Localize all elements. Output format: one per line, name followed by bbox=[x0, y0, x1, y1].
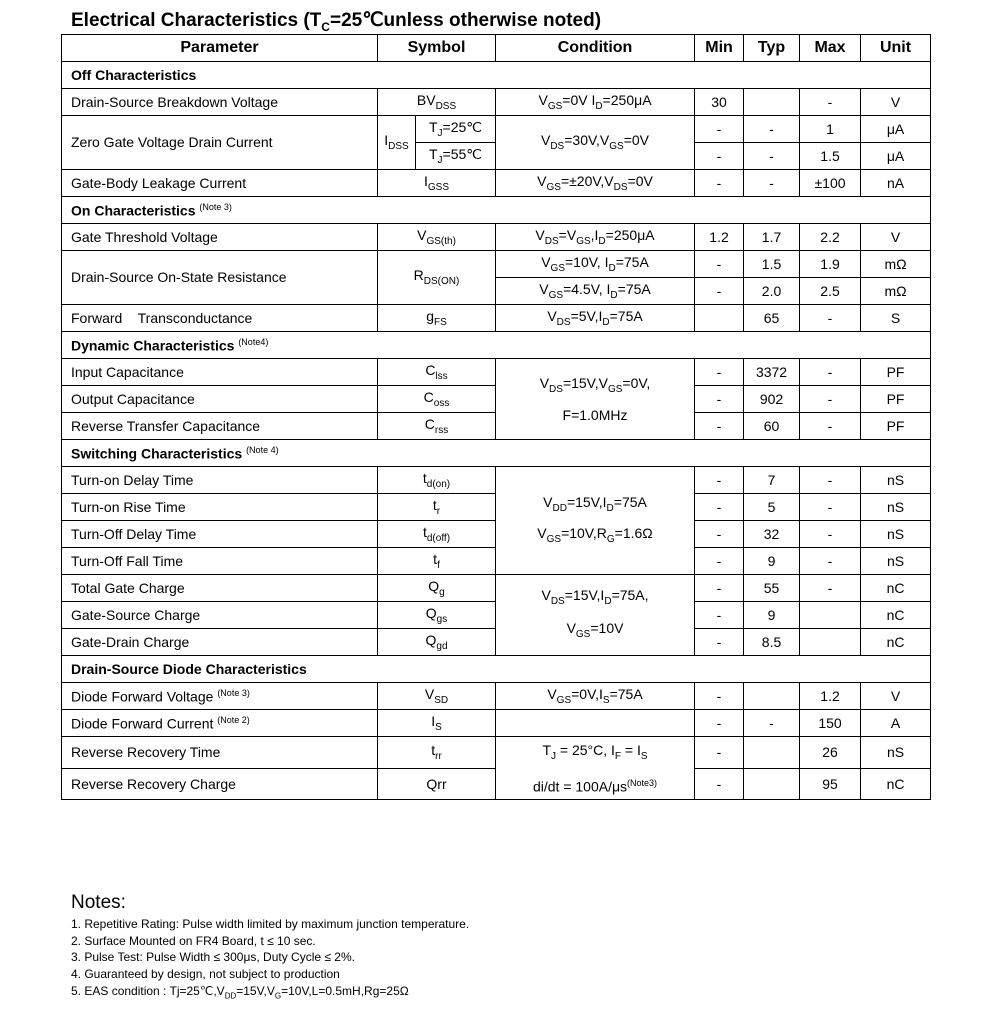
condition-cell: $V_{DS}=5V,I_D=75A$ bbox=[496, 305, 695, 332]
param-cell: Zero Gate Voltage Drain Current bbox=[62, 116, 378, 170]
unit-cell: nS bbox=[861, 467, 931, 494]
table-row bbox=[62, 359, 931, 386]
unit-cell: nS bbox=[861, 494, 931, 521]
param-cell: Reverse Recovery Charge bbox=[62, 768, 378, 800]
unit-cell: nC bbox=[861, 602, 931, 629]
param-cell: Drain-Source On-State Resistance bbox=[62, 251, 378, 305]
max-cell: 1.9 bbox=[800, 251, 861, 278]
max-cell: 2.2 bbox=[800, 224, 861, 251]
max-cell: 1.5 bbox=[800, 143, 861, 170]
typ-cell: 60 bbox=[744, 413, 800, 440]
condition-cell: $V_{GS}=10V$, $I_D=75A$ bbox=[496, 251, 695, 278]
unit-cell: nS bbox=[861, 737, 931, 769]
typ-cell bbox=[744, 89, 800, 116]
max-cell: - bbox=[800, 359, 861, 386]
condition-cell: $V_{GS}=4.5V$, $I_D=75A$ bbox=[496, 278, 695, 305]
note-4: 4. Guaranteed by design, not subject to production bbox=[71, 967, 340, 981]
param-cell: Forward Transconductance bbox=[62, 305, 378, 332]
param-cell: Reverse Transfer Capacitance bbox=[62, 413, 378, 440]
typ-cell: 1.7 bbox=[744, 224, 800, 251]
min-cell: - bbox=[695, 575, 744, 602]
min-cell: - bbox=[695, 413, 744, 440]
header-symbol: Symbol bbox=[378, 35, 496, 62]
max-cell: 95 bbox=[800, 768, 861, 800]
typ-cell: 7 bbox=[744, 467, 800, 494]
min-cell: - bbox=[695, 278, 744, 305]
param-cell: Input Capacitance bbox=[62, 359, 378, 386]
typ-cell: 65 bbox=[744, 305, 800, 332]
symbol-cell: $Q_{gs}$ bbox=[378, 602, 496, 629]
symbol-cell: $V_{GS(th)}$ bbox=[378, 224, 496, 251]
condition-cell: $V_{DD}=15V,I_D=75A$ $V_{GS}=10V,R_G=1.6\Omega$ bbox=[496, 467, 695, 575]
unit-cell: mΩ bbox=[861, 251, 931, 278]
min-cell: - bbox=[695, 116, 744, 143]
unit-cell: nC bbox=[861, 575, 931, 602]
param-cell: Turn-Off Fall Time bbox=[62, 548, 378, 575]
notes-title: Notes: bbox=[71, 892, 126, 913]
max-cell: - bbox=[800, 305, 861, 332]
unit-cell: nC bbox=[861, 629, 931, 656]
condition-cell: $V_{GS}=0V$ $I_D=250\mu A$ bbox=[496, 89, 695, 116]
section-on-label: On Characteristics $^{(Note 3)}$ bbox=[62, 197, 931, 224]
section-row bbox=[62, 332, 931, 359]
symbol-cell: $t_f$ bbox=[378, 548, 496, 575]
condition-cell: $V_{GS}=\pm 20V,V_{DS}=0V$ bbox=[496, 170, 695, 197]
condition-cell: $V_{DS}=15V,V_{GS}=0V$, F=1.0MHz bbox=[496, 359, 695, 440]
max-cell: 1.2 bbox=[800, 683, 861, 710]
max-cell: 26 bbox=[800, 737, 861, 769]
min-cell: - bbox=[695, 548, 744, 575]
header-row bbox=[62, 35, 931, 62]
section-dynamic-label: Dynamic Characteristics $^{(Note4)}$ bbox=[62, 332, 931, 359]
typ-cell: - bbox=[744, 143, 800, 170]
min-cell: - bbox=[695, 737, 744, 769]
unit-cell: A bbox=[861, 710, 931, 737]
min-cell: - bbox=[695, 602, 744, 629]
typ-cell: 9 bbox=[744, 548, 800, 575]
table-row bbox=[62, 251, 931, 278]
param-cell: Gate-Drain Charge bbox=[62, 629, 378, 656]
max-cell bbox=[800, 602, 861, 629]
typ-cell: - bbox=[744, 710, 800, 737]
section-row bbox=[62, 197, 931, 224]
header-typ: Typ bbox=[744, 35, 800, 62]
unit-cell: nC bbox=[861, 768, 931, 800]
symbol-cell: $V_{SD}$ bbox=[378, 683, 496, 710]
max-cell: - bbox=[800, 494, 861, 521]
unit-cell: nS bbox=[861, 548, 931, 575]
header-min: Min bbox=[695, 35, 744, 62]
max-cell: - bbox=[800, 521, 861, 548]
condition-cell: $V_{GS}=0V,I_S=75A$ bbox=[496, 683, 695, 710]
max-cell: - bbox=[800, 467, 861, 494]
min-cell: 30 bbox=[695, 89, 744, 116]
symbol-cell: $C_{oss}$ bbox=[378, 386, 496, 413]
section-row bbox=[62, 440, 931, 467]
min-cell: - bbox=[695, 467, 744, 494]
unit-cell: mΩ bbox=[861, 278, 931, 305]
table-row bbox=[62, 116, 931, 143]
typ-cell: 55 bbox=[744, 575, 800, 602]
section-diode-label: Drain-Source Diode Characteristics bbox=[62, 656, 931, 683]
max-cell: 2.5 bbox=[800, 278, 861, 305]
typ-cell: - bbox=[744, 116, 800, 143]
symbol-cell: $C_{lss}$ bbox=[378, 359, 496, 386]
symbol-cell: $t_r$ bbox=[378, 494, 496, 521]
typ-cell: 902 bbox=[744, 386, 800, 413]
typ-cell bbox=[744, 683, 800, 710]
temp-cell: $T_J=55℃$ bbox=[416, 143, 496, 170]
table-row bbox=[62, 710, 931, 737]
table-row bbox=[62, 467, 931, 494]
param-cell: Output Capacitance bbox=[62, 386, 378, 413]
min-cell: 1.2 bbox=[695, 224, 744, 251]
max-cell: 150 bbox=[800, 710, 861, 737]
param-cell: Reverse Recovery Time bbox=[62, 737, 378, 769]
param-cell: Diode Forward Voltage $^{(Note 3)}$ bbox=[62, 683, 378, 710]
unit-cell: V bbox=[861, 224, 931, 251]
table-row bbox=[62, 89, 931, 116]
typ-cell: 2.0 bbox=[744, 278, 800, 305]
table-row bbox=[62, 737, 931, 769]
electrical-characteristics-table bbox=[61, 34, 931, 800]
condition-cell bbox=[496, 710, 695, 737]
section-row bbox=[62, 62, 931, 89]
temp-cell: $T_J=25℃$ bbox=[416, 116, 496, 143]
min-cell: - bbox=[695, 386, 744, 413]
symbol-cell: Qrr bbox=[378, 768, 496, 800]
unit-cell: V bbox=[861, 683, 931, 710]
unit-cell: nA bbox=[861, 170, 931, 197]
typ-cell: 32 bbox=[744, 521, 800, 548]
max-cell: - bbox=[800, 386, 861, 413]
table-row bbox=[62, 305, 931, 332]
min-cell: - bbox=[695, 170, 744, 197]
note-1: 1. Repetitive Rating: Pulse width limited by maximum junction temperature. bbox=[71, 917, 470, 931]
param-cell: Turn-Off Delay Time bbox=[62, 521, 378, 548]
unit-cell: V bbox=[861, 89, 931, 116]
max-cell: - bbox=[800, 548, 861, 575]
min-cell: - bbox=[695, 494, 744, 521]
typ-cell bbox=[744, 737, 800, 769]
typ-cell: 3372 bbox=[744, 359, 800, 386]
table-row bbox=[62, 575, 931, 602]
min-cell: - bbox=[695, 521, 744, 548]
symbol-cell: $Q_{gd}$ bbox=[378, 629, 496, 656]
section-off-label: Off Characteristics bbox=[62, 62, 931, 89]
param-cell: Gate-Source Charge bbox=[62, 602, 378, 629]
unit-cell: S bbox=[861, 305, 931, 332]
condition-cell: $V_{DS}=15V,I_D=75A$, $V_{GS}=10V$ bbox=[496, 575, 695, 656]
header-parameter: Parameter bbox=[62, 35, 378, 62]
symbol-cell: $I_S$ bbox=[378, 710, 496, 737]
min-cell bbox=[695, 305, 744, 332]
param-cell: Turn-on Delay Time bbox=[62, 467, 378, 494]
max-cell: - bbox=[800, 575, 861, 602]
condition-cell: $T_J = 25^\circ C$, $I_F = I_S$ $di/dt = 100A/\mu s^{(Note3)}$ bbox=[496, 737, 695, 800]
param-cell: Drain-Source Breakdown Voltage bbox=[62, 89, 378, 116]
unit-cell: nS bbox=[861, 521, 931, 548]
unit-cell: μA bbox=[861, 143, 931, 170]
unit-cell: PF bbox=[861, 386, 931, 413]
symbol-cell: $t_{rr}$ bbox=[378, 737, 496, 769]
min-cell: - bbox=[695, 251, 744, 278]
max-cell: - bbox=[800, 89, 861, 116]
table-row bbox=[62, 224, 931, 251]
note-3: 3. Pulse Test: Pulse Width ≤ 300μs, Duty Cycle ≤ 2%. bbox=[71, 950, 355, 964]
typ-cell: 5 bbox=[744, 494, 800, 521]
section-row bbox=[62, 656, 931, 683]
param-cell: Turn-on Rise Time bbox=[62, 494, 378, 521]
max-cell: - bbox=[800, 413, 861, 440]
unit-cell: PF bbox=[861, 359, 931, 386]
max-cell: 1 bbox=[800, 116, 861, 143]
unit-cell: μA bbox=[861, 116, 931, 143]
note-5: 5. EAS condition : $Tj=25℃,V_{DD}=15V,V_G=10V,L=0.5mH,Rg=25\Omega$ bbox=[71, 984, 409, 1001]
typ-cell: 9 bbox=[744, 602, 800, 629]
symbol-cell: $t_{d(on)}$ bbox=[378, 467, 496, 494]
symbol-cell: $Q_g$ bbox=[378, 575, 496, 602]
header-unit: Unit bbox=[861, 35, 931, 62]
header-condition: Condition bbox=[496, 35, 695, 62]
typ-cell: 8.5 bbox=[744, 629, 800, 656]
symbol-cell: $I_{GSS}$ bbox=[378, 170, 496, 197]
symbol-cell: $BV_{DSS}$ bbox=[378, 89, 496, 116]
page-title: Electrical Characteristics ($T_C=25℃unless$ otherwise noted) bbox=[71, 10, 602, 34]
param-cell: Total Gate Charge bbox=[62, 575, 378, 602]
max-cell bbox=[800, 629, 861, 656]
typ-cell bbox=[744, 768, 800, 800]
condition-cell: $V_{DS}=V_{GS},I_D=250\mu A$ bbox=[496, 224, 695, 251]
max-cell: ±100 bbox=[800, 170, 861, 197]
param-cell: Diode Forward Current $^{(Note 2)}$ bbox=[62, 710, 378, 737]
min-cell: - bbox=[695, 683, 744, 710]
min-cell: - bbox=[695, 768, 744, 800]
min-cell: - bbox=[695, 143, 744, 170]
section-switching-label: Switching Characteristics $^{(Note 4)}$ bbox=[62, 440, 931, 467]
note-2: 2. Surface Mounted on FR4 Board, t ≤ 10 sec. bbox=[71, 934, 316, 948]
symbol-cell: $C_{rss}$ bbox=[378, 413, 496, 440]
symbol-cell: $t_{d(off)}$ bbox=[378, 521, 496, 548]
typ-cell: 1.5 bbox=[744, 251, 800, 278]
min-cell: - bbox=[695, 629, 744, 656]
condition-cell: $V_{DS}=30V,V_{GS}=0V$ bbox=[496, 116, 695, 170]
typ-cell: - bbox=[744, 170, 800, 197]
param-cell: Gate Threshold Voltage bbox=[62, 224, 378, 251]
symbol-cell: $R_{DS(ON)}$ bbox=[378, 251, 496, 305]
table-row bbox=[62, 683, 931, 710]
symbol-cell: $I_{DSS}$ bbox=[378, 116, 416, 170]
table-row bbox=[62, 170, 931, 197]
min-cell: - bbox=[695, 359, 744, 386]
symbol-cell: $g_{FS}$ bbox=[378, 305, 496, 332]
unit-cell: PF bbox=[861, 413, 931, 440]
param-cell: Gate-Body Leakage Current bbox=[62, 170, 378, 197]
min-cell: - bbox=[695, 710, 744, 737]
header-max: Max bbox=[800, 35, 861, 62]
